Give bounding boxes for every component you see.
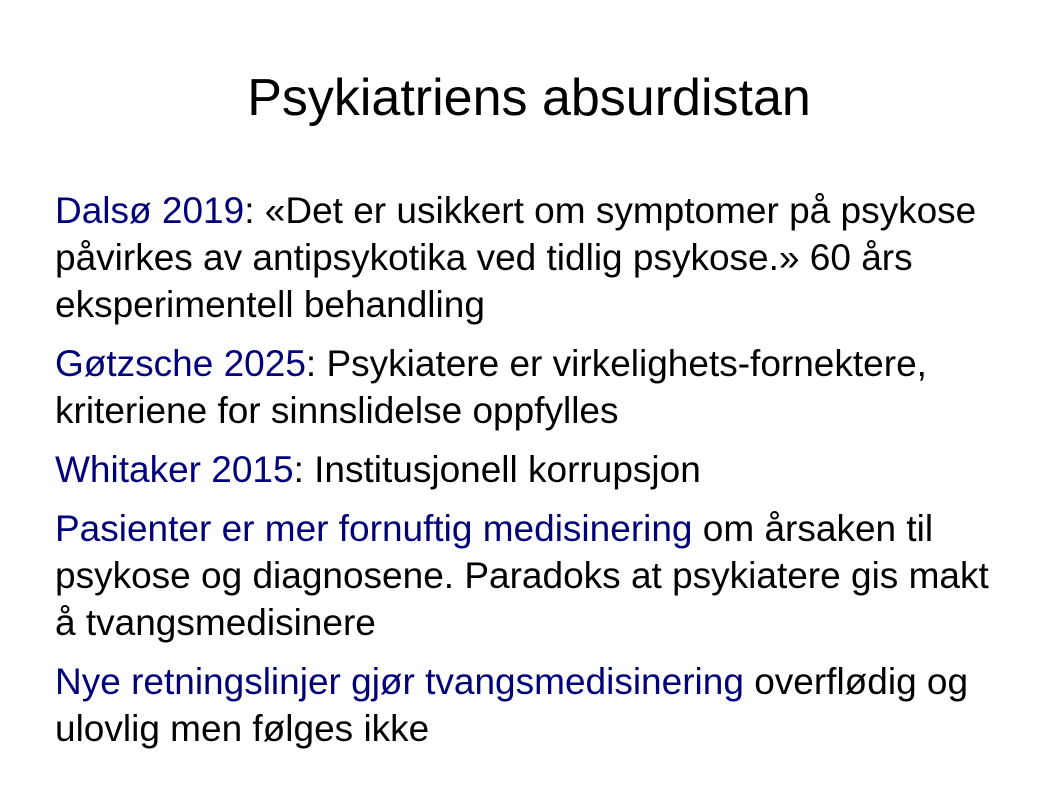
paragraph-gotzsche <box>55 340 1015 434</box>
paragraph-text: : Institusjonell korrupsjon <box>293 449 701 490</box>
paragraph-pasienter <box>55 505 1015 646</box>
paragraph-text: : Psykiatere er virkelighets-fornektere, kriteriene for sinnslidelse oppfylles <box>55 343 927 431</box>
paragraph-highlight: Nye retningslinjer gjør tvangsmedisinering <box>55 661 744 702</box>
paragraph-text: : «Det er usikkert om symptomer på psykose påvirkes av antipsykotika ved tidlig psykose.» 60 års eksperimentell behandling <box>55 190 977 325</box>
paragraph-whitaker <box>55 446 1015 493</box>
paragraph-retningslinjer <box>55 658 1015 752</box>
paragraph-highlight: Gøtzsche 2025 <box>55 343 306 384</box>
paragraph-dalso <box>55 187 1015 328</box>
paragraph-highlight: Dalsø 2019 <box>55 190 245 231</box>
slide-title: Psykiatriens absurdistan <box>247 69 811 127</box>
paragraph-text: overflødig og ulovlig men følges ikke <box>55 661 969 749</box>
paragraph-highlight: Pasienter er mer fornuftig medisinering <box>55 508 693 549</box>
paragraph-text: om årsaken til psykose og diagnosene. Paradoks at psykiatere gis makt å tvangsmedisinere <box>55 508 989 643</box>
slide-body <box>55 187 1015 752</box>
paragraph-highlight: Whitaker 2015 <box>55 449 294 490</box>
